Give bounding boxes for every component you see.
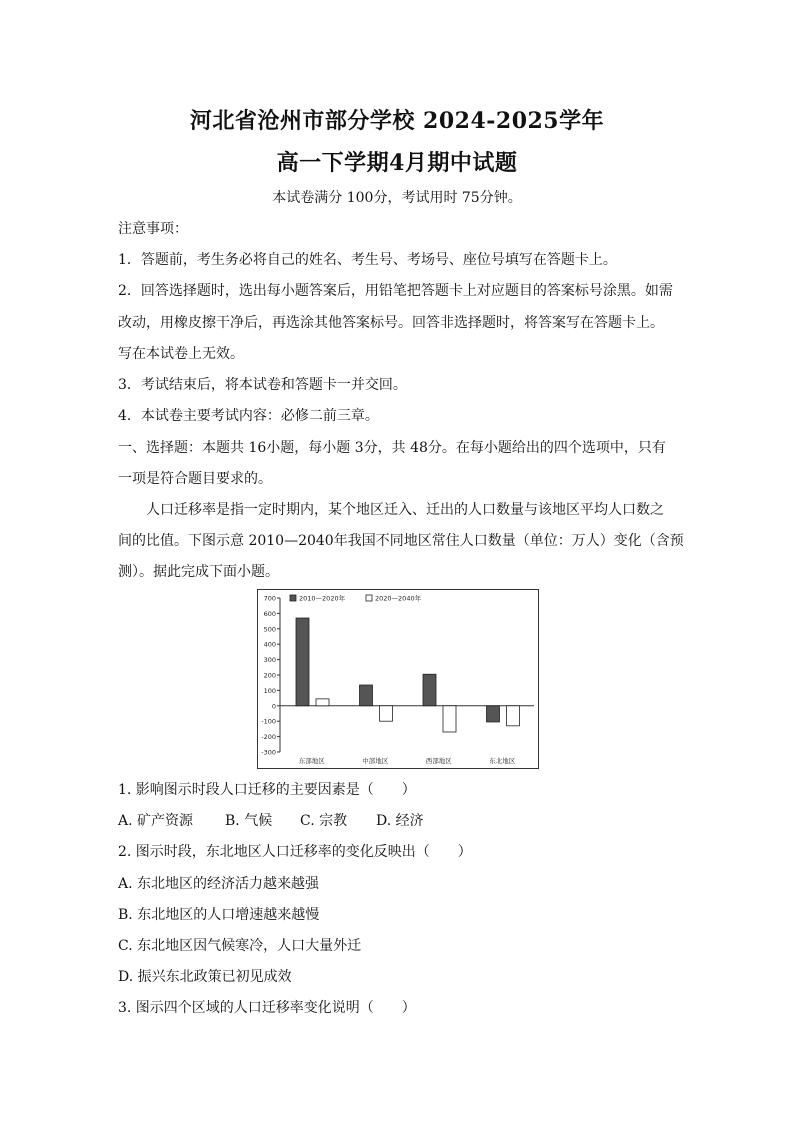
note-line: 写在本试卷上无效。 [118, 346, 244, 362]
passage-line1: 人口迁移率是指一定时期内，某个地区迁入、迁出的人口数量与该地区平均人口数之 [146, 502, 664, 518]
legend-swatch [290, 595, 296, 601]
category-label: 东部地区 [298, 757, 325, 765]
y-tick-label: 700 [263, 594, 276, 603]
bar-2010-2020 [487, 706, 500, 722]
y-tick-label: 200 [263, 671, 276, 680]
question-3-stem: 3. 图示四个区域的人口迁移率变化说明（ ） [118, 1000, 416, 1016]
question-1-stem: 1. 影响图示时段人口迁移的主要因素是（ ） [118, 782, 416, 798]
q1-option-a[interactable]: A. 矿产资源 [118, 813, 194, 829]
y-tick-label: -100 [261, 717, 276, 726]
q1-option-d[interactable]: D. 经济 [376, 813, 424, 829]
y-tick-label: 0 [271, 702, 276, 711]
exam-subtitle: 本试卷满分 100分，考试用时 75分钟。 [272, 190, 522, 206]
note-line: 3．考试结束后，将本试卷和答题卡一并交回。 [118, 377, 407, 393]
question-2-stem: 2. 图示时段，东北地区人口迁移率的变化反映出（ ） [118, 844, 472, 860]
bar-2020-2040 [380, 706, 393, 721]
legend-label: 2020—2040年 [375, 594, 422, 603]
notes-heading: 注意事项： [118, 221, 188, 237]
q2-option-d[interactable]: D. 振兴东北政策已初见成效 [118, 969, 292, 985]
note-line: 2．回答选择题时，选出每小题答案后，用铅笔把答题卡上对应题目的答案标号涂黑。如需 [118, 283, 673, 299]
passage-line2: 间的比值。下图示意 2010—2040年我国不同地区常住人口数量（单位：万人）变化（含预 [118, 533, 684, 549]
q1-option-b[interactable]: B. 气候 [225, 813, 273, 829]
bar-2010-2020 [296, 618, 309, 706]
y-tick-label: -300 [261, 748, 276, 757]
q2-option-c[interactable]: C. 东北地区因气候寒冷，人口大量外迁 [118, 938, 362, 954]
y-tick-label: 300 [263, 656, 276, 665]
section-heading-line1: 一、选择题：本题共 16小题，每小题 3分，共 48分。在每小题给出的四个选项中，只有 [118, 440, 666, 456]
bar-2020-2040 [507, 706, 520, 726]
note-line: 改动，用橡皮擦干净后，再选涂其他答案标号。回答非选择题时，将答案写在答题卡上。 [118, 315, 664, 331]
exam-title-line2: 高一下学期4月期中试题 [276, 150, 518, 176]
population-change-bar-chart [257, 589, 539, 769]
bar-2020-2040 [316, 699, 329, 706]
q2-option-b[interactable]: B. 东北地区的人口增速越来越慢 [118, 907, 320, 923]
question-1-options [118, 810, 424, 830]
exam-title-line1: 河北省沧州市部分学校 2024-2025学年 [189, 108, 605, 134]
y-tick-label: 500 [263, 625, 276, 634]
q2-option-a[interactable]: A. 东北地区的经济活力越来越强 [118, 876, 320, 892]
note-line: 1．答题前，考生务必将自己的姓名、考生号、考场号、座位号填写在答题卡上。 [118, 252, 617, 268]
category-label: 西部地区 [425, 757, 452, 765]
bar-2020-2040 [443, 706, 456, 732]
section-heading-line2: 一项是符合题目要求的。 [118, 471, 272, 487]
note-line: 4．本试卷主要考试内容：必修二前三章。 [118, 408, 379, 424]
y-tick-label: 100 [263, 686, 276, 695]
category-label: 东北地区 [489, 757, 516, 765]
y-tick-label: 600 [263, 609, 276, 618]
y-tick-label: -200 [261, 733, 276, 742]
passage-line3: 测）。据此完成下面小题。 [118, 564, 279, 580]
legend-swatch [366, 595, 372, 601]
bar-2010-2020 [360, 685, 373, 706]
bar-2010-2020 [423, 674, 436, 706]
legend-label: 2010—2020年 [299, 594, 346, 603]
y-tick-label: 400 [263, 640, 276, 649]
category-label: 中部地区 [362, 757, 389, 765]
q1-option-c[interactable]: C. 宗教 [300, 813, 348, 829]
